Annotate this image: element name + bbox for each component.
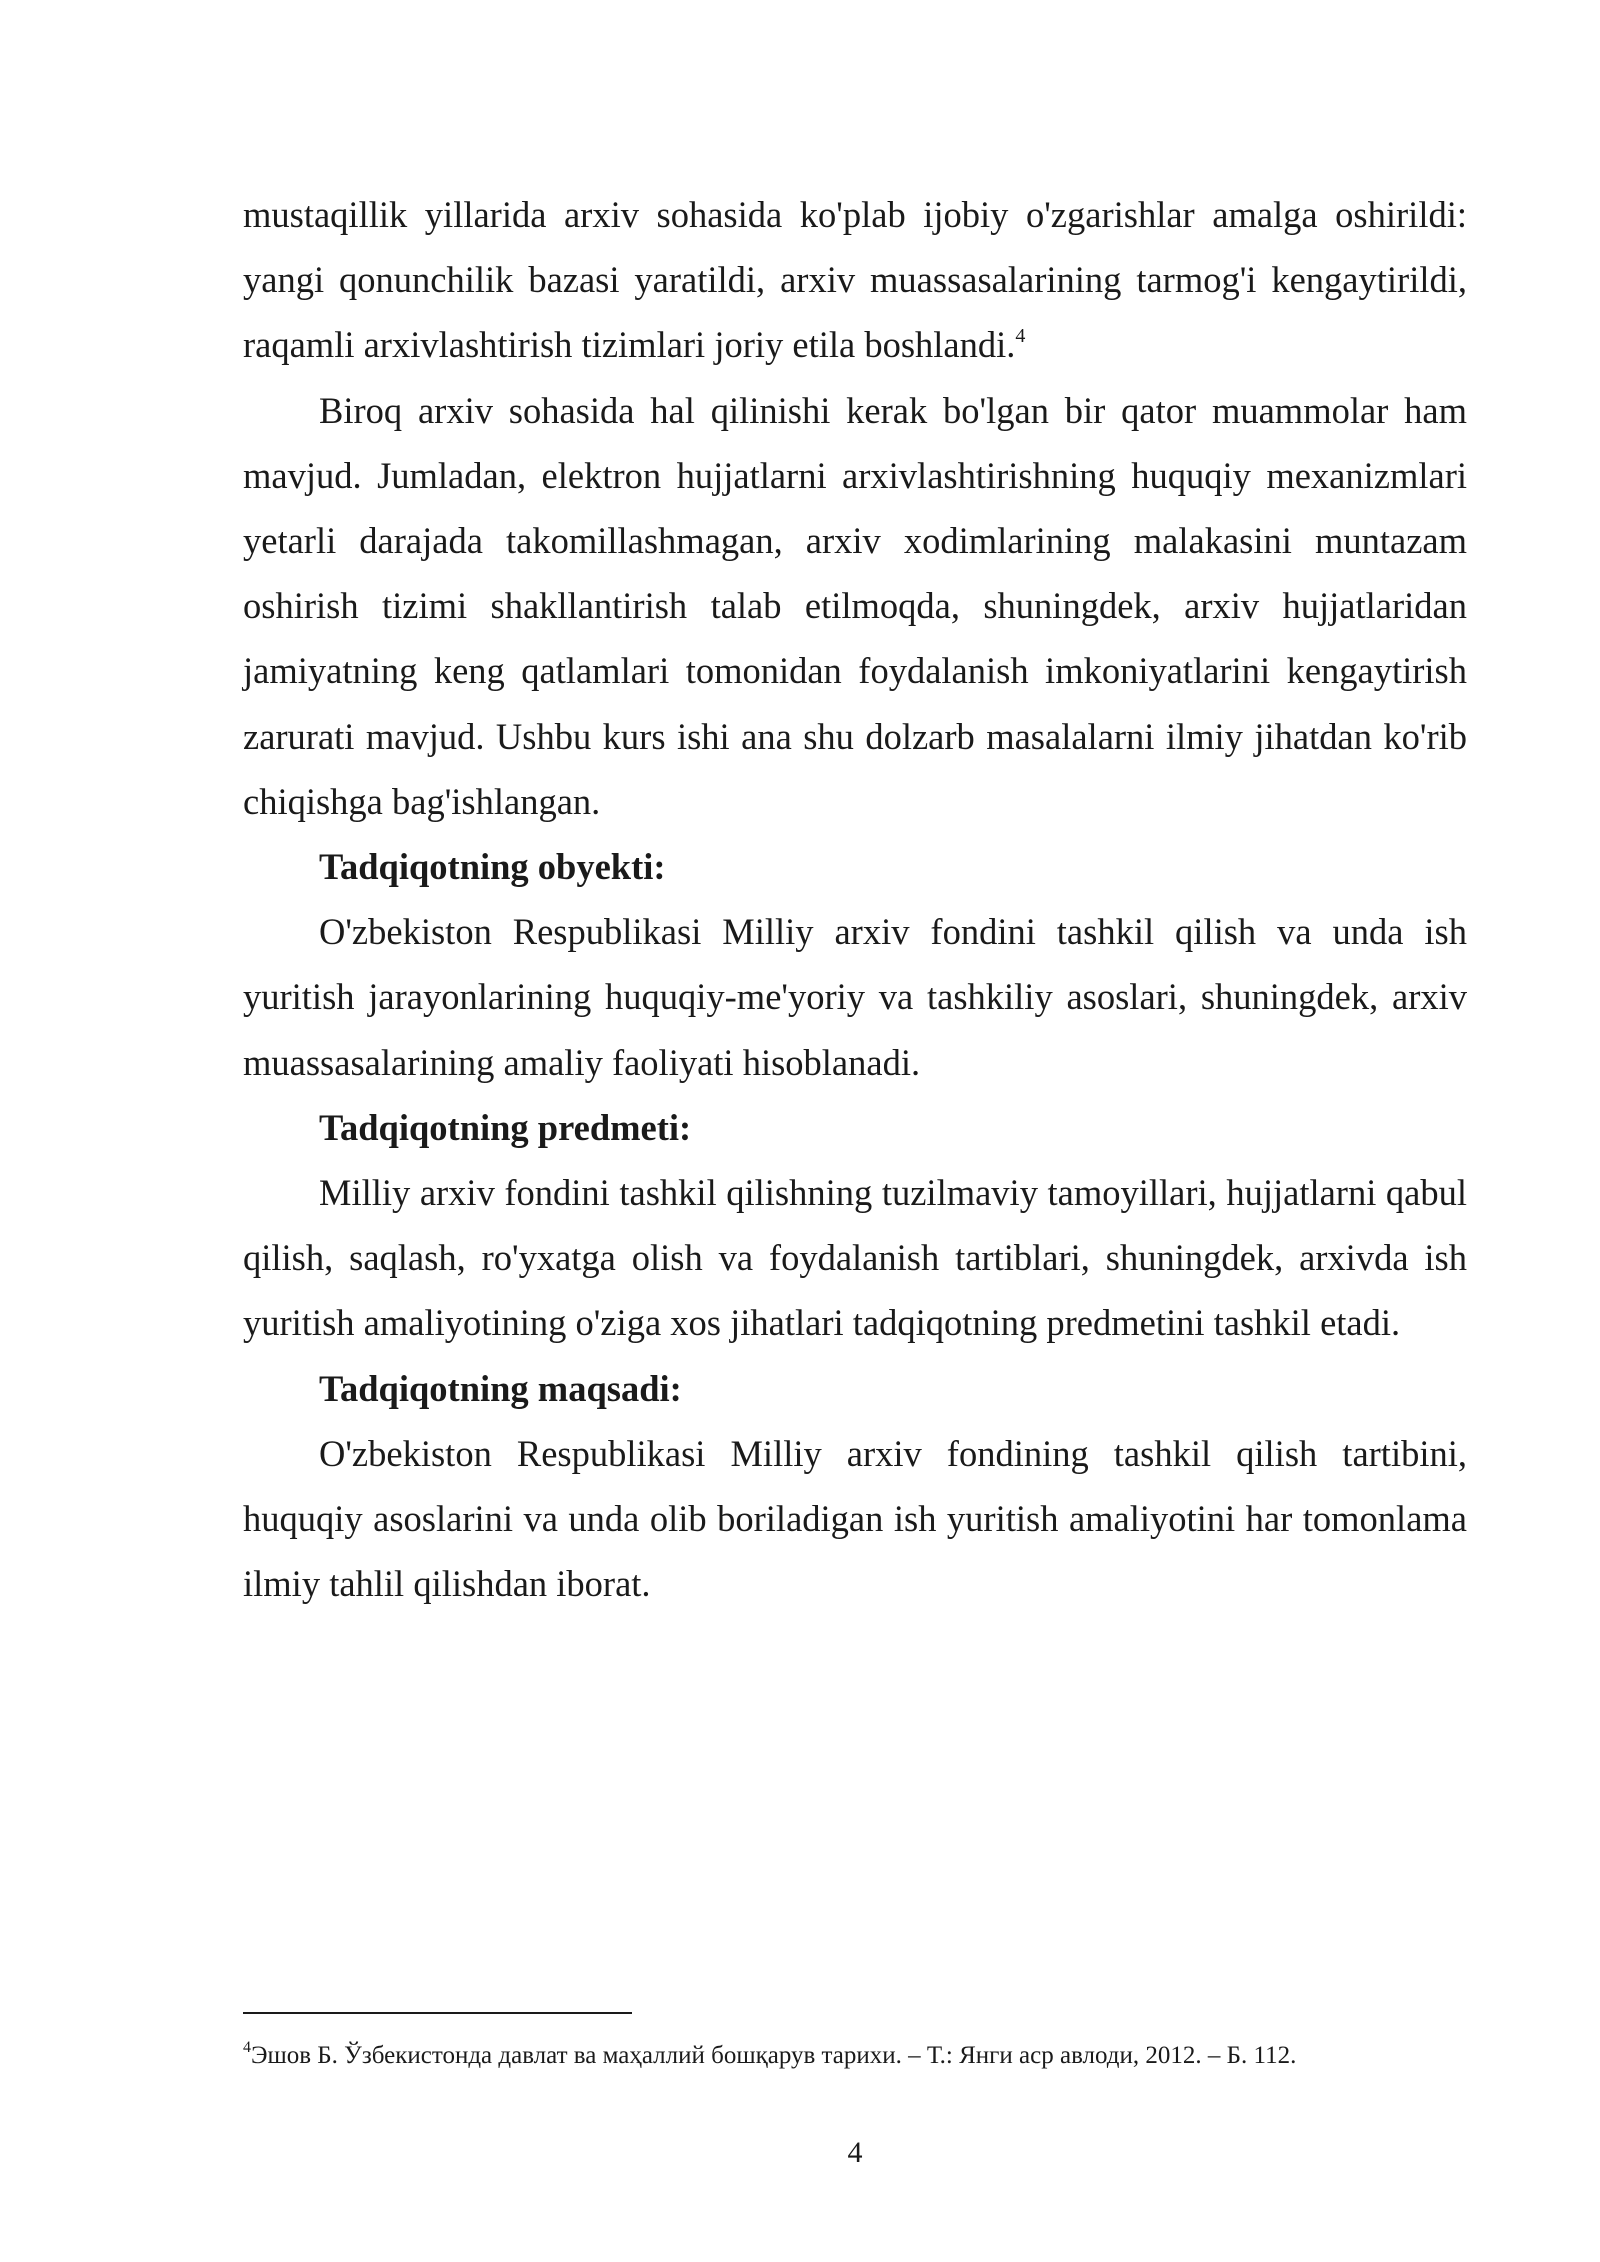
heading-research-subject: Tadqiqotning predmeti: <box>319 1106 692 1148</box>
paragraph-intro <box>243 182 1467 378</box>
footnote-separator <box>243 2012 632 2014</box>
footnote-number: 4 <box>243 2038 251 2056</box>
paragraph-intro-text: mustaqillik yillarida arxiv sohasida ko'plab ijobiy o'zgarishlar amalga oshirildi: yangi qonunchilik bazasi yaratildi, arxiv muassasalarining tarmog'i kengaytirildi, raqamli arxivlashtirish tizimlari joriy etila boshlandi. <box>243 194 1467 366</box>
page-body <box>243 182 1467 1616</box>
footnote-text: Эшов Б. Ўзбекистонда давлат ва маҳаллий бошқарув тарихи. – Т.: Янги аср авлоди, 2012. – Б. 112. <box>251 2042 1297 2069</box>
footnote <box>243 2036 1473 2076</box>
footnote-reference[interactable]: 4 <box>1015 325 1026 348</box>
heading-research-object: Tadqiqotning obyekti: <box>319 846 666 888</box>
paragraph-problems: Biroq arxiv sohasida hal qilinishi kerak bo'lgan bir qator muammolar ham mavjud. Jumladan, elektron hujjatlarni arxivlashtirishning huquqiy mexanizmlari yetarli darajada takomillashmagan, arxiv xodimlarining malakasini muntazam oshirish tizimi shakllantirish talab etilmoqda, shuningdek, arxiv hujjatlaridan jamiyatning keng qatlamlari tomonidan foydalanish imkoniyatlarini kengaytirish zarurati mavjud. Ushbu kurs ishi ana shu dolzarb masalalarni ilmiy jihatdan ko'rib chiqishga bag'ishlangan. <box>243 389 1467 822</box>
page-number: 4 <box>847 2136 863 2169</box>
paragraph-research-subject: Milliy arxiv fondini tashkil qilishning tuzilmaviy tamoyillari, hujjatlarni qabul qilish, saqlash, ro'yxatga olish va foydalanish tartiblari, shuningdek, arxivda ish yuritish amaliyotining o'ziga xos jihatlari tadqiqotning predmetini tashkil etadi. <box>243 1172 1467 1344</box>
heading-research-goal: Tadqiqotning maqsadi: <box>319 1367 682 1409</box>
paragraph-research-object: O'zbekiston Respublikasi Milliy arxiv fondini tashkil qilish va unda ish yuritish jarayonlarining huquqiy-me'yoriy va tashkiliy asoslari, shuningdek, arxiv muassasalarining amaliy faoliyati hisoblanadi. <box>243 911 1467 1083</box>
paragraph-research-goal: O'zbekiston Respublikasi Milliy arxiv fondining tashkil qilish tartibini, huquqiy asoslarini va unda olib boriladigan ish yuritish amaliyotini har tomonlama ilmiy tahlil qilishdan iborat. <box>243 1432 1467 1605</box>
